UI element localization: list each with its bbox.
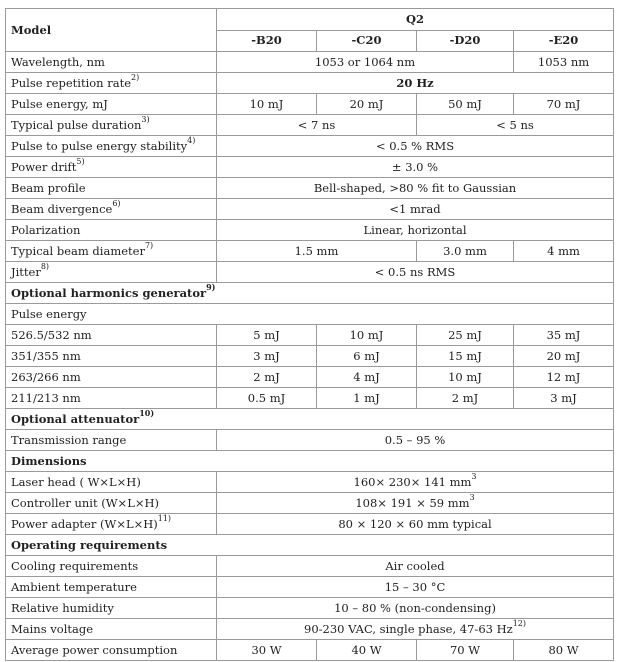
- harmonic-value: 1 mJ: [317, 388, 417, 409]
- harmonic-value: 35 mJ: [514, 325, 614, 346]
- harmonic-value: 3 mJ: [217, 346, 317, 367]
- mains-value: 90-230 VAC, single phase, 47-63 Hz$^{12)}$: [217, 619, 614, 640]
- dimensions-title: Dimensions: [6, 451, 614, 472]
- beam-diameter-label: Typical beam diameter$^{7)}$: [6, 241, 217, 262]
- footnote-mark: 4): [187, 135, 196, 145]
- footnote-mark: 8): [40, 261, 50, 271]
- footnote-mark: 9): [206, 281, 216, 292]
- variant-e20: -E20: [514, 30, 614, 52]
- jitter-value: < 0.5 ns RMS: [217, 262, 614, 283]
- power-drift-label: Power drift$^{5)}$: [6, 157, 217, 178]
- power-b20: 30 W: [217, 640, 317, 661]
- cooling-value: Air cooled: [217, 556, 614, 577]
- row-laser-head: [6, 472, 614, 493]
- divergence-label: Beam divergence$^{6)}$: [6, 199, 217, 220]
- harmonic-value: 5 mJ: [217, 325, 317, 346]
- row-harmonic-266: [6, 367, 614, 388]
- mains-label: Mains voltage: [6, 619, 217, 640]
- footnote-mark: 2): [131, 72, 140, 82]
- row-polarization: [6, 220, 614, 241]
- spec-table-container: [5, 8, 613, 661]
- pulse-duration-de: < 5 ns: [417, 115, 614, 136]
- row-jitter: [6, 262, 614, 283]
- row-pulse-energy: [6, 94, 614, 115]
- transmission-label: Transmission range: [6, 430, 217, 451]
- pulse-energy-b20: 10 mJ: [217, 94, 317, 115]
- beam-profile-label: Beam profile: [6, 178, 217, 199]
- row-controller: [6, 493, 614, 514]
- operating-title: Operating requirements: [6, 535, 614, 556]
- row-divergence: [6, 199, 614, 220]
- harmonic-label: 526.5/532 nm: [6, 325, 217, 346]
- row-rep-rate: [6, 73, 614, 94]
- power-c20: 40 W: [317, 640, 417, 661]
- row-transmission: [6, 430, 614, 451]
- wavelength-bcd: 1053 or 1064 nm: [217, 52, 514, 73]
- row-harmonics-energy: [6, 304, 614, 325]
- divergence-value: <1 mrad: [217, 199, 614, 220]
- footnote-mark: 3): [141, 114, 150, 124]
- harmonic-value: 10 mJ: [317, 325, 417, 346]
- row-humidity: [6, 598, 614, 619]
- pulse-energy-e20: 70 mJ: [514, 94, 614, 115]
- header-row-product: [6, 9, 614, 31]
- variant-c20: -C20: [317, 30, 417, 52]
- wavelength-e: 1053 nm: [514, 52, 614, 73]
- row-beam-diameter: [6, 241, 614, 262]
- row-pulse-duration: [6, 115, 614, 136]
- ambient-value: 15 – 30 °C: [217, 577, 614, 598]
- harmonic-label: 263/266 nm: [6, 367, 217, 388]
- harmonics-energy-label: Pulse energy: [6, 304, 614, 325]
- rep-rate-label: Pulse repetition rate$^{2)}$: [6, 73, 217, 94]
- ambient-label: Ambient temperature: [6, 577, 217, 598]
- product-name: Q2: [217, 9, 614, 31]
- beam-diameter-d: 3.0 mm: [417, 241, 514, 262]
- row-cooling: [6, 556, 614, 577]
- power-d20: 70 W: [417, 640, 514, 661]
- rep-rate-value: 20 Hz: [217, 73, 614, 94]
- beam-diameter-bc: 1.5 mm: [217, 241, 417, 262]
- harmonic-label: 351/355 nm: [6, 346, 217, 367]
- harmonic-value: 6 mJ: [317, 346, 417, 367]
- harmonic-value: 20 mJ: [514, 346, 614, 367]
- row-wavelength: [6, 52, 614, 73]
- footnote-mark: 7): [144, 240, 154, 250]
- pulse-energy-label: Pulse energy, mJ: [6, 94, 217, 115]
- beam-profile-value: Bell-shaped, >80 % fit to Gaussian: [217, 178, 614, 199]
- humidity-label: Relative humidity: [6, 598, 217, 619]
- section-attenuator: [6, 409, 614, 430]
- stability-label: Pulse to pulse energy stability$^{4)}$: [6, 136, 217, 157]
- harmonic-value: 15 mJ: [417, 346, 514, 367]
- attenuator-title: Optional attenuator$^{10)}$: [6, 409, 614, 430]
- variant-b20: -B20: [217, 30, 317, 52]
- section-harmonics: [6, 283, 614, 304]
- stability-value: < 0.5 % RMS: [217, 136, 614, 157]
- row-beam-profile: [6, 178, 614, 199]
- polarization-value: Linear, horizontal: [217, 220, 614, 241]
- harmonic-label: 211/213 nm: [6, 388, 217, 409]
- row-stability: [6, 136, 614, 157]
- footnote-mark: 11): [157, 513, 172, 523]
- row-ambient: [6, 577, 614, 598]
- jitter-label: Jitter$^{8)}$: [6, 262, 217, 283]
- row-power-consumption: [6, 640, 614, 661]
- power-drift-value: ± 3.0 %: [217, 157, 614, 178]
- harmonics-title: Optional harmonics generator$^{9)}$: [6, 283, 614, 304]
- humidity-value: 10 – 80 % (non-condensing): [217, 598, 614, 619]
- footnote-mark: 10): [139, 407, 155, 418]
- footnote-mark: 5): [76, 156, 85, 166]
- row-harmonic-532: [6, 325, 614, 346]
- beam-diameter-e: 4 mm: [514, 241, 614, 262]
- controller-value: 108× 191 × 59 $mm^3$: [217, 493, 614, 514]
- row-harmonic-355: [6, 346, 614, 367]
- footnote-mark: 6): [112, 198, 121, 208]
- model-header: Model: [6, 9, 217, 52]
- harmonic-value: 2 mJ: [417, 388, 514, 409]
- polarization-label: Polarization: [6, 220, 217, 241]
- row-mains: [6, 619, 614, 640]
- laser-head-label: Laser head ( W×L×H): [6, 472, 217, 493]
- pulse-energy-d20: 50 mJ: [417, 94, 514, 115]
- transmission-value: 0.5 – 95 %: [217, 430, 614, 451]
- specifications-table: [5, 8, 614, 661]
- cooling-label: Cooling requirements: [6, 556, 217, 577]
- adapter-label: Power adapter $(W\times L\times H)^{11)}$: [6, 514, 217, 535]
- section-dimensions: [6, 451, 614, 472]
- wavelength-label: Wavelength, nm: [6, 52, 217, 73]
- harmonic-value: 12 mJ: [514, 367, 614, 388]
- laser-head-value: 160× 230× 141 $mm^3$: [217, 472, 614, 493]
- harmonic-value: 2 mJ: [217, 367, 317, 388]
- pulse-duration-label: Typical pulse duration$^{3)}$: [6, 115, 217, 136]
- row-adapter: [6, 514, 614, 535]
- row-harmonic-213: [6, 388, 614, 409]
- controller-label: Controller unit (W×L×H): [6, 493, 217, 514]
- pulse-energy-c20: 20 mJ: [317, 94, 417, 115]
- harmonic-value: 3 mJ: [514, 388, 614, 409]
- harmonic-value: 4 mJ: [317, 367, 417, 388]
- adapter-value: 80 × 120 × 60 mm typical: [217, 514, 614, 535]
- variant-d20: -D20: [417, 30, 514, 52]
- harmonic-value: 25 mJ: [417, 325, 514, 346]
- power-consumption-label: Average power consumption: [6, 640, 217, 661]
- power-e20: 80 W: [514, 640, 614, 661]
- harmonic-value: 0.5 mJ: [217, 388, 317, 409]
- pulse-duration-bc: < 7 ns: [217, 115, 417, 136]
- row-power-drift: [6, 157, 614, 178]
- harmonic-value: 10 mJ: [417, 367, 514, 388]
- section-operating: [6, 535, 614, 556]
- footnote-mark: 12): [512, 618, 527, 628]
